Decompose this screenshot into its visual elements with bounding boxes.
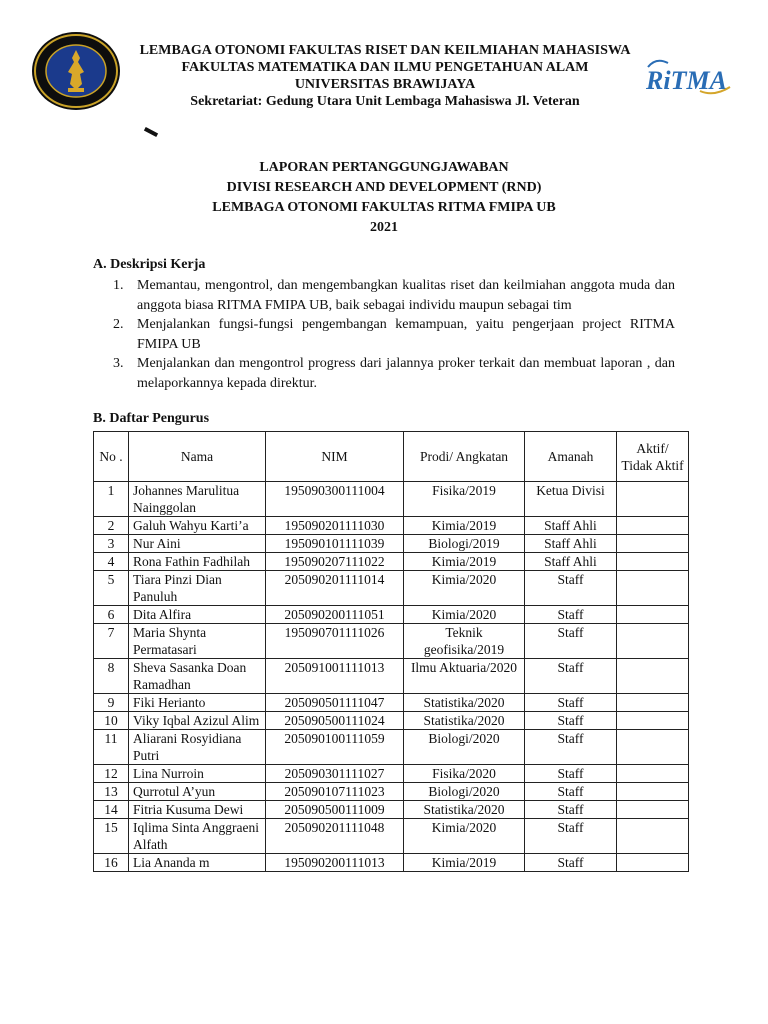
row-number: 1 — [94, 482, 129, 517]
row-number: 11 — [94, 730, 129, 765]
member-role: Staff Ahli — [525, 553, 617, 571]
table-row — [94, 765, 689, 783]
row-number: 16 — [94, 854, 129, 872]
member-name: Fiki Herianto — [129, 694, 266, 712]
title-line-1: LAPORAN PERTANGGUNGJAWABAN — [259, 160, 509, 175]
member-status — [617, 712, 689, 730]
member-role: Staff — [525, 801, 617, 819]
member-prodi: Kimia/2020 — [404, 819, 525, 854]
column-header: NIM — [266, 432, 404, 482]
member-status — [617, 819, 689, 854]
member-prodi: Biologi/2020 — [404, 730, 525, 765]
member-nim: 195090207111022 — [266, 553, 404, 571]
member-nim: 195090200111013 — [266, 854, 404, 872]
column-header: Aktif/ Tidak Aktif — [617, 432, 689, 482]
member-prodi: Statistika/2020 — [404, 712, 525, 730]
member-role: Staff — [525, 854, 617, 872]
member-name: Rona Fathin Fadhilah — [129, 553, 266, 571]
table-row — [94, 659, 689, 694]
member-role: Staff — [525, 571, 617, 606]
member-nim: 205090500111009 — [266, 801, 404, 819]
member-role: Staff — [525, 659, 617, 694]
member-name: Lina Nurroin — [129, 765, 266, 783]
report-title — [90, 158, 678, 238]
member-status — [617, 730, 689, 765]
member-role: Staff — [525, 624, 617, 659]
member-name: Aliarani Rosyidiana Putri — [129, 730, 266, 765]
member-nim: 205090301111027 — [266, 765, 404, 783]
member-prodi: Biologi/2019 — [404, 535, 525, 553]
member-prodi: Statistika/2020 — [404, 801, 525, 819]
list-item — [113, 354, 675, 393]
member-status — [617, 854, 689, 872]
column-header: Nama — [129, 432, 266, 482]
member-prodi: Kimia/2019 — [404, 854, 525, 872]
member-role: Staff Ahli — [525, 535, 617, 553]
table-row — [94, 801, 689, 819]
table-row — [94, 624, 689, 659]
member-status — [617, 694, 689, 712]
table-row — [94, 606, 689, 624]
member-prodi: Teknik geofisika/2019 — [404, 624, 525, 659]
member-nim: 205090201111048 — [266, 819, 404, 854]
member-status — [617, 517, 689, 535]
member-role: Staff — [525, 765, 617, 783]
member-name: Dita Alfira — [129, 606, 266, 624]
list-number: 1. — [113, 278, 124, 293]
member-nim: 205091001111013 — [266, 659, 404, 694]
member-table — [93, 431, 689, 872]
title-line-2: DIVISI RESEARCH AND DEVELOPMENT (RND) — [226, 180, 542, 195]
header-line-3: UNIVERSITAS BRAWIJAYA — [294, 77, 476, 92]
column-header: Amanah — [525, 432, 617, 482]
member-status — [617, 606, 689, 624]
row-number: 2 — [94, 517, 129, 535]
member-name: Maria Shynta Permatasari — [129, 624, 266, 659]
member-role: Ketua Divisi — [525, 482, 617, 517]
stray-mark — [144, 127, 158, 137]
member-prodi: Kimia/2019 — [404, 517, 525, 535]
member-nim: 205090107111023 — [266, 783, 404, 801]
header-line-2: FAKULTAS MATEMATIKA DAN ILMU PENGETAHUAN ALAM — [181, 60, 589, 75]
universitas-brawijaya-logo — [30, 30, 122, 112]
table-row — [94, 730, 689, 765]
row-number: 15 — [94, 819, 129, 854]
member-name: Tiara Pinzi Dian Panuluh — [129, 571, 266, 606]
column-header: No . — [94, 432, 129, 482]
member-status — [617, 535, 689, 553]
table-row — [94, 854, 689, 872]
header-line-1: LEMBAGA OTONOMI FAKULTAS RISET DAN KEILMIAHAN MAHASISWA — [139, 43, 631, 58]
member-role: Staff Ahli — [525, 517, 617, 535]
member-prodi: Kimia/2020 — [404, 606, 525, 624]
member-name: Viky Iqbal Azizul Alim — [129, 712, 266, 730]
member-prodi: Statistika/2020 — [404, 694, 525, 712]
table-row — [94, 482, 689, 517]
list-number: 3. — [113, 356, 124, 371]
row-number: 14 — [94, 801, 129, 819]
row-number: 12 — [94, 765, 129, 783]
member-status — [617, 553, 689, 571]
table-row — [94, 712, 689, 730]
ritma-logo — [640, 55, 740, 100]
member-status — [617, 659, 689, 694]
list-item — [113, 315, 675, 354]
row-number: 7 — [94, 624, 129, 659]
list-number: 2. — [113, 317, 124, 332]
member-prodi: Ilmu Aktuaria/2020 — [404, 659, 525, 694]
member-nim: 195090300111004 — [266, 482, 404, 517]
member-name: Sheva Sasanka Doan Ramadhan — [129, 659, 266, 694]
member-name: Iqlima Sinta Anggraeni Alfath — [129, 819, 266, 854]
title-line-4: 2021 — [370, 220, 398, 235]
member-status — [617, 571, 689, 606]
member-prodi: Fisika/2019 — [404, 482, 525, 517]
row-number: 9 — [94, 694, 129, 712]
table-row — [94, 535, 689, 553]
member-name: Lia Ananda m — [129, 854, 266, 872]
member-prodi: Biologi/2020 — [404, 783, 525, 801]
svg-text:RiTMA: RiTMA — [646, 66, 727, 95]
member-status — [617, 783, 689, 801]
section-a-heading: A. Deskripsi Kerja — [93, 257, 206, 272]
member-nim: 195090201111030 — [266, 517, 404, 535]
table-row — [94, 553, 689, 571]
member-prodi: Kimia/2020 — [404, 571, 525, 606]
member-role: Staff — [525, 694, 617, 712]
row-number: 4 — [94, 553, 129, 571]
job-description-list — [113, 276, 675, 393]
row-number: 3 — [94, 535, 129, 553]
section-b-heading: B. Daftar Pengurus — [93, 411, 210, 426]
member-prodi: Fisika/2020 — [404, 765, 525, 783]
member-status — [617, 765, 689, 783]
member-role: Staff — [525, 712, 617, 730]
member-status — [617, 482, 689, 517]
row-number: 13 — [94, 783, 129, 801]
header-line-4: Sekretariat: Gedung Utara Unit Lembaga Mahasiswa Jl. Veteran — [190, 94, 580, 109]
table-row — [94, 819, 689, 854]
member-name: Qurrotul A’yun — [129, 783, 266, 801]
member-table-body — [94, 482, 689, 872]
column-header: Prodi/ Angkatan — [404, 432, 525, 482]
row-number: 10 — [94, 712, 129, 730]
list-text: Menjalankan fungsi-fungsi pengembangan kemampuan, yaitu pengerjaan project RITMA FMIPA UB — [137, 317, 675, 352]
member-status — [617, 624, 689, 659]
list-text: Menjalankan dan mengontrol progress dari jalannya proker terkait dan membuat laporan , dan melaporkannya kepada direktur. — [137, 356, 675, 391]
member-nim: 195090701111026 — [266, 624, 404, 659]
list-item — [113, 276, 675, 315]
member-nim: 205090201111014 — [266, 571, 404, 606]
member-name: Johannes Marulitua Nainggolan — [129, 482, 266, 517]
table-row — [94, 571, 689, 606]
table-row — [94, 517, 689, 535]
member-status — [617, 801, 689, 819]
member-nim: 195090101111039 — [266, 535, 404, 553]
member-role: Staff — [525, 606, 617, 624]
member-name: Nur Aini — [129, 535, 266, 553]
list-text: Memantau, mengontrol, dan mengembangkan kualitas riset dan keilmiahan anggota muda dan anggota biasa RITMA FMIPA UB, baik sebagai individu maupun sebagai tim — [137, 278, 675, 313]
row-number: 6 — [94, 606, 129, 624]
row-number: 5 — [94, 571, 129, 606]
member-nim: 205090100111059 — [266, 730, 404, 765]
member-nim: 205090500111024 — [266, 712, 404, 730]
member-role: Staff — [525, 730, 617, 765]
member-role: Staff — [525, 819, 617, 854]
title-line-3: LEMBAGA OTONOMI FAKULTAS RITMA FMIPA UB — [212, 200, 556, 215]
member-nim: 205090501111047 — [266, 694, 404, 712]
member-role: Staff — [525, 783, 617, 801]
table-row — [94, 783, 689, 801]
member-name: Fitria Kusuma Dewi — [129, 801, 266, 819]
member-prodi: Kimia/2019 — [404, 553, 525, 571]
member-name: Galuh Wahyu Karti’a — [129, 517, 266, 535]
table-row — [94, 694, 689, 712]
row-number: 8 — [94, 659, 129, 694]
member-nim: 205090200111051 — [266, 606, 404, 624]
